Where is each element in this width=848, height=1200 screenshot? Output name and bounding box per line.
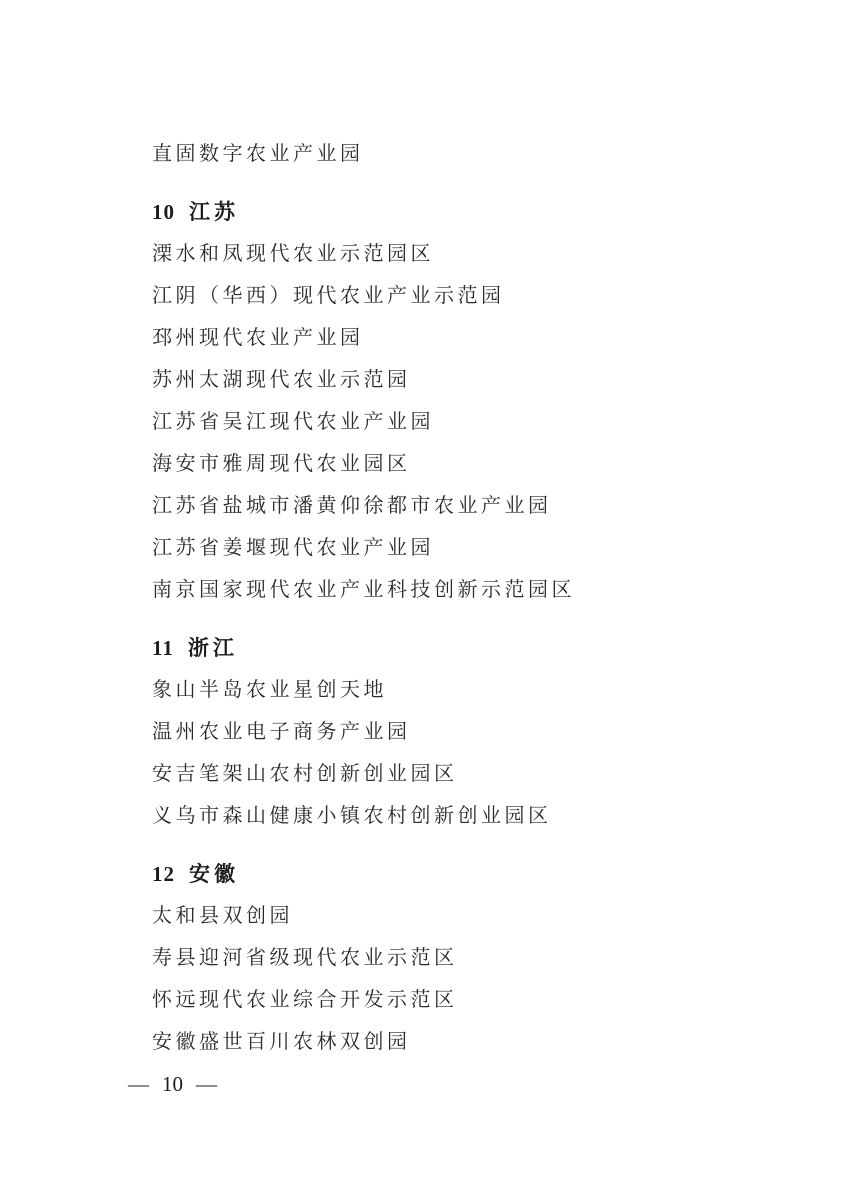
list-item: 邳州现代农业产业园 [152, 327, 364, 349]
section-province: 安徽 [189, 862, 239, 886]
list-item: 寿县迎河省级现代农业示范区 [152, 947, 458, 969]
page-footer [128, 1072, 217, 1097]
section-heading-zhejiang [152, 627, 712, 669]
list-item: 溧水和凤现代农业示范园区 [152, 243, 434, 265]
section-heading-jiangsu [152, 191, 712, 233]
list-item: 太和县双创园 [152, 905, 293, 927]
section-province: 浙江 [187, 636, 238, 660]
footer-right-dash: — [196, 1072, 217, 1096]
list-item: 江苏省吴江现代农业产业园 [152, 411, 434, 433]
list-item: 怀远现代农业综合开发示范区 [152, 989, 458, 1011]
list-item: 直固数字农业产业园 [152, 143, 364, 165]
list-item: 温州农业电子商务产业园 [152, 721, 411, 743]
footer-left-dash: — [128, 1072, 149, 1096]
list-item: 江阴（华西）现代农业产业示范园 [152, 285, 505, 307]
section-province: 江苏 [189, 200, 239, 224]
list-item: 安徽盛世百川农林双创园 [152, 1031, 411, 1053]
section-number: 11 [152, 636, 174, 660]
list-item: 江苏省姜堰现代农业产业园 [152, 537, 434, 559]
page-number: 10 [162, 1072, 183, 1096]
section-heading-anhui [152, 853, 712, 895]
section-number: 12 [152, 862, 175, 886]
list-item: 安吉笔架山农村创新创业园区 [152, 763, 458, 785]
list-item: 苏州太湖现代农业示范园 [152, 369, 411, 391]
list-item: 海安市雅周现代农业园区 [152, 453, 411, 475]
document-body [152, 133, 712, 1063]
list-item: 义乌市森山健康小镇农村创新创业园区 [152, 805, 552, 827]
section-number: 10 [152, 200, 175, 224]
list-item: 南京国家现代农业产业科技创新示范园区 [152, 579, 575, 601]
list-item: 象山半岛农业星创天地 [152, 679, 387, 701]
list-item: 江苏省盐城市潘黄仰徐都市农业产业园 [152, 495, 552, 517]
